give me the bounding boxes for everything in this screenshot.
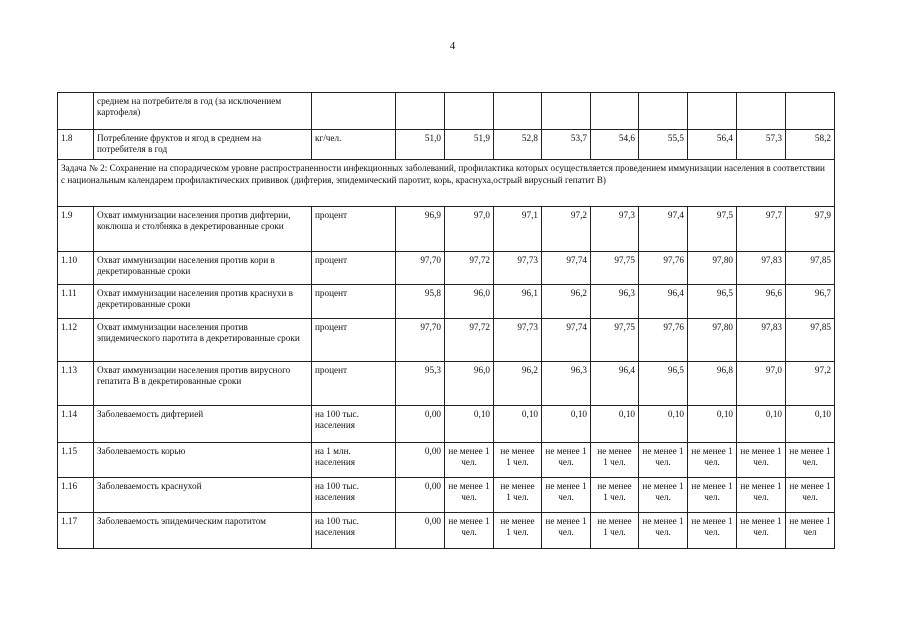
value-cell — [639, 93, 688, 130]
value-cell: не менее 1 чел. — [786, 478, 835, 513]
value-cell: 0,10 — [494, 406, 542, 443]
row-number: 1.15 — [58, 443, 94, 478]
indicator-name: Заболеваемость корью — [94, 443, 312, 478]
value-cell: 97,0 — [445, 207, 494, 252]
value-cell: 0,00 — [396, 406, 445, 443]
unit-cell: кг/чел. — [312, 130, 396, 160]
value-cell: не менее 1 чел. — [591, 478, 639, 513]
value-cell: 0,10 — [688, 406, 737, 443]
value-cell: 97,70 — [396, 319, 445, 362]
value-cell: не менее 1 чел. — [494, 443, 542, 478]
indicator-name: Охват иммунизации населения против эпидемического паротита в декретированные сроки — [94, 319, 312, 362]
unit-cell: процент — [312, 252, 396, 285]
value-cell: 96,8 — [688, 362, 737, 406]
value-cell: 97,85 — [786, 252, 835, 285]
value-cell: 97,85 — [786, 319, 835, 362]
value-cell: 97,2 — [542, 207, 591, 252]
value-cell: 96,4 — [639, 285, 688, 319]
value-cell: не менее 1 чел. — [445, 478, 494, 513]
value-cell: 0,10 — [737, 406, 786, 443]
value-cell: 97,1 — [494, 207, 542, 252]
row-number: 1.11 — [58, 285, 94, 319]
row-number: 1.9 — [58, 207, 94, 252]
value-cell: 97,80 — [688, 319, 737, 362]
row-number: 1.13 — [58, 362, 94, 406]
value-cell: не менее 1 чел. — [688, 443, 737, 478]
value-cell: не менее 1 чел. — [542, 513, 591, 549]
row-number: 1.14 — [58, 406, 94, 443]
table-row — [58, 207, 835, 252]
unit-cell: на 100 тыс. населения — [312, 513, 396, 549]
task-description: Задача № 2: Сохранение на спорадическом уровне распространенности инфекционных заболеваний, профилактика которых осуществляется проведением иммунизации населения в соответствии с национальным календарем профилактических прививок (дифтерия, эпидемический паротит, корь, краснуха,острый вирусный гепатит В) — [58, 160, 835, 207]
value-cell: 97,4 — [639, 207, 688, 252]
row-number: 1.17 — [58, 513, 94, 549]
unit-cell: на 1 млн. населения — [312, 443, 396, 478]
unit-cell: процент — [312, 362, 396, 406]
row-number: 1.12 — [58, 319, 94, 362]
indicator-name: Охват иммунизации населения против дифтерии, коклюша и столбняка в декретированные сроки — [94, 207, 312, 252]
unit-cell: процент — [312, 285, 396, 319]
unit-cell: процент — [312, 207, 396, 252]
value-cell: 57,3 — [737, 130, 786, 160]
value-cell: не менее 1 чел — [786, 513, 835, 549]
value-cell: 0,00 — [396, 478, 445, 513]
value-cell — [591, 93, 639, 130]
indicator-name: Охват иммунизации населения против вирусного гепатита В в декретированные сроки — [94, 362, 312, 406]
table-row — [58, 513, 835, 549]
value-cell: не менее 1 чел. — [688, 513, 737, 549]
row-number — [58, 93, 94, 130]
value-cell: 0,10 — [445, 406, 494, 443]
value-cell: 97,75 — [591, 252, 639, 285]
indicator-name: Заболеваемость дифтерией — [94, 406, 312, 443]
value-cell — [494, 93, 542, 130]
unit-cell: процент — [312, 319, 396, 362]
value-cell: 96,0 — [445, 362, 494, 406]
value-cell: 53,7 — [542, 130, 591, 160]
value-cell — [445, 93, 494, 130]
value-cell: 96,5 — [688, 285, 737, 319]
value-cell: не менее 1 чел. — [494, 513, 542, 549]
value-cell: 97,74 — [542, 319, 591, 362]
value-cell: 97,0 — [737, 362, 786, 406]
indicators-table — [57, 92, 835, 549]
value-cell: 55,5 — [639, 130, 688, 160]
value-cell: 54,6 — [591, 130, 639, 160]
value-cell: 96,6 — [737, 285, 786, 319]
value-cell: 97,72 — [445, 252, 494, 285]
value-cell: 97,7 — [737, 207, 786, 252]
task-row — [58, 160, 835, 207]
value-cell: 96,2 — [494, 362, 542, 406]
indicator-name: Заболеваемость эпидемическим паротитом — [94, 513, 312, 549]
value-cell: 96,9 — [396, 207, 445, 252]
value-cell: 97,76 — [639, 252, 688, 285]
value-cell: 0,00 — [396, 443, 445, 478]
value-cell: не менее 1 чел. — [494, 478, 542, 513]
value-cell: 96,3 — [542, 362, 591, 406]
value-cell: 96,2 — [542, 285, 591, 319]
indicator-name: Охват иммунизации населения против краснухи в декретированные сроки — [94, 285, 312, 319]
value-cell — [688, 93, 737, 130]
value-cell: 97,9 — [786, 207, 835, 252]
value-cell: не менее 1 чел. — [445, 513, 494, 549]
value-cell: 97,83 — [737, 252, 786, 285]
row-number: 1.8 — [58, 130, 94, 160]
value-cell: 97,5 — [688, 207, 737, 252]
table-row — [58, 362, 835, 406]
value-cell: 58,2 — [786, 130, 835, 160]
value-cell — [396, 93, 445, 130]
value-cell: 97,75 — [591, 319, 639, 362]
value-cell: 97,73 — [494, 252, 542, 285]
value-cell — [786, 93, 835, 130]
value-cell: не менее 1 чел. — [591, 443, 639, 478]
value-cell: 0,10 — [591, 406, 639, 443]
unit-cell: на 100 тыс. населения — [312, 478, 396, 513]
value-cell: 56,4 — [688, 130, 737, 160]
value-cell: не менее 1 чел. — [786, 443, 835, 478]
value-cell — [737, 93, 786, 130]
value-cell — [542, 93, 591, 130]
value-cell: 95,8 — [396, 285, 445, 319]
value-cell: 0,00 — [396, 513, 445, 549]
value-cell: не менее 1 чел. — [737, 513, 786, 549]
value-cell: не менее 1 чел. — [639, 443, 688, 478]
value-cell: 95,3 — [396, 362, 445, 406]
value-cell: 97,70 — [396, 252, 445, 285]
value-cell: не менее 1 чел. — [445, 443, 494, 478]
table-row — [58, 252, 835, 285]
value-cell: 97,73 — [494, 319, 542, 362]
row-number: 1.10 — [58, 252, 94, 285]
value-cell: 96,5 — [639, 362, 688, 406]
indicator-name: Потребление фруктов и ягод в среднем на потребителя в год — [94, 130, 312, 160]
value-cell: 52,8 — [494, 130, 542, 160]
row-number: 1.16 — [58, 478, 94, 513]
value-cell: не менее 1 чел. — [542, 443, 591, 478]
value-cell: 97,80 — [688, 252, 737, 285]
value-cell: 96,4 — [591, 362, 639, 406]
table-row — [58, 406, 835, 443]
indicator-name: среднем на потребителя в год (за исключением картофеля) — [94, 93, 312, 130]
value-cell: 96,3 — [591, 285, 639, 319]
table-row — [58, 443, 835, 478]
value-cell: 51,9 — [445, 130, 494, 160]
value-cell: 97,72 — [445, 319, 494, 362]
value-cell: не менее 1 чел. — [639, 478, 688, 513]
value-cell: 97,74 — [542, 252, 591, 285]
table-row — [58, 478, 835, 513]
table-row — [58, 319, 835, 362]
table-row — [58, 93, 835, 130]
table-row — [58, 285, 835, 319]
table-row — [58, 130, 835, 160]
unit-cell: на 100 тыс. населения — [312, 406, 396, 443]
value-cell: не менее 1 чел. — [542, 478, 591, 513]
value-cell: 96,0 — [445, 285, 494, 319]
value-cell: 0,10 — [639, 406, 688, 443]
value-cell: 97,83 — [737, 319, 786, 362]
page-number: 4 — [449, 40, 456, 52]
indicator-name: Заболеваемость краснухой — [94, 478, 312, 513]
value-cell: не менее 1 чел. — [688, 478, 737, 513]
value-cell: 97,3 — [591, 207, 639, 252]
indicator-name: Охват иммунизации населения против кори в декретированные сроки — [94, 252, 312, 285]
value-cell: 96,1 — [494, 285, 542, 319]
value-cell: не менее 1 чел. — [639, 513, 688, 549]
value-cell: 97,2 — [786, 362, 835, 406]
unit-cell — [312, 93, 396, 130]
value-cell: 97,76 — [639, 319, 688, 362]
value-cell: 96,7 — [786, 285, 835, 319]
value-cell: не менее 1 чел. — [737, 478, 786, 513]
value-cell: не менее 1 чел. — [591, 513, 639, 549]
value-cell: 0,10 — [786, 406, 835, 443]
value-cell: 0,10 — [542, 406, 591, 443]
value-cell: не менее 1 чел. — [737, 443, 786, 478]
value-cell: 51,0 — [396, 130, 445, 160]
